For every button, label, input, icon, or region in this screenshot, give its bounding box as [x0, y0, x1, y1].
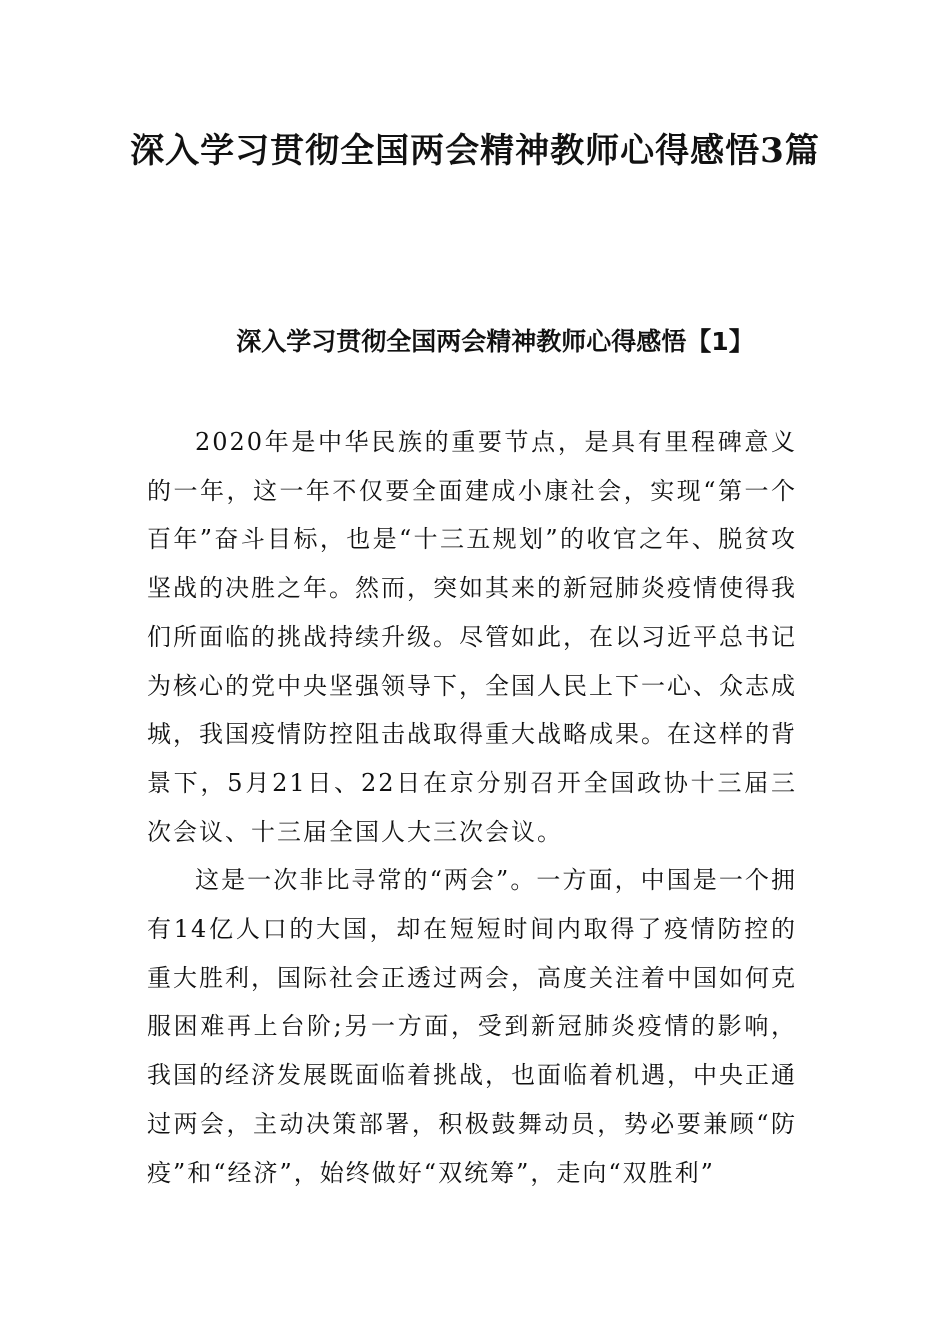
document-title: 深入学习贯彻全国两会精神教师心得感悟3篇	[130, 131, 820, 171]
paragraph-2: 这是一次非比寻常的“两会”。一方面，中国是一个拥有14亿人口的大国，却在短短时间内取得了疫情防控的重大胜利，国际社会正透过两会，高度关注着中国如何克服困难再上台阶;另一方面，受到新冠肺炎疫情的影响，我国的经济发展既面临着挑战，也面临着机遇，中央正通过两会，主动决策部署，积极鼓舞动员，势必要兼顾“防疫”和“经济”，始终做好“双统筹”，走向“双胜利”	[147, 866, 797, 1187]
section-heading: 深入学习贯彻全国两会精神教师心得感悟【1】	[236, 327, 754, 356]
paragraph-1: 2020年是中华民族的重要节点，是具有里程碑意义的一年，这一年不仅要全面建成小康社会，实现“第一个百年”奋斗目标，也是“十三五规划”的收官之年、脱贫攻坚战的决胜之年。然而，突如其来的新冠肺炎疫情使得我们所面临的挑战持续升级。尽管如此，在以习近平总书记为核心的党中央坚强领导下，全国人民上下一心、众志成城，我国疫情防控阻击战取得重大战略成果。在这样的背景下，5月21日、22日在京分别召开全国政协十三届三次会议、十三届全国人大三次会议。	[147, 428, 797, 846]
body-text	[147, 418, 797, 1197]
